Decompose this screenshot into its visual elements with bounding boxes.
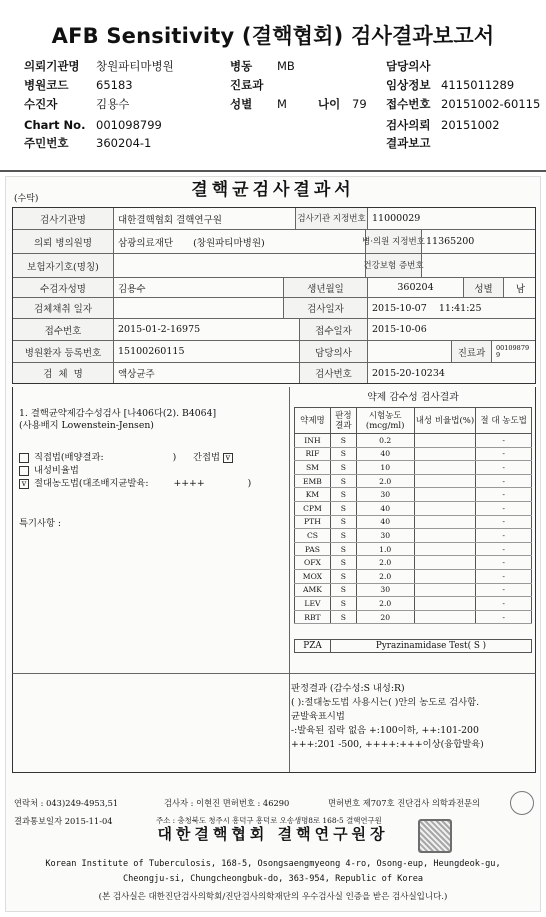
label-receipt-no: 접수번호 [13,319,113,340]
cell-drug-name: PAS [295,542,331,556]
grid-row-insurance [13,254,535,278]
label-test-date: 검사일자 [283,298,367,318]
cell-judgement: S [330,434,356,448]
label-institution-code: 검사기관 지정번호 [295,208,367,229]
cell-ratio-method [414,597,476,611]
header-value-institution: 창원파티마병원 [96,59,174,73]
cell-judgement: S [330,515,356,529]
cell-ratio-method [414,556,476,570]
pza-label: PZA [295,640,331,652]
col-header-absolute: 절 대 농도법 [476,408,532,434]
examiner-info: 검사자 : 이현진 면허번호 : 46290 [164,798,290,808]
header-label-clinical: 임상정보 [386,78,431,92]
table-row [295,501,532,515]
cell-drug-name: OFX [295,556,331,570]
absolute-method-checkbox[interactable]: v [19,479,29,489]
judgement-line-3: 균발육표시법 [291,711,345,722]
ratio-method: 내성비율법 [19,462,79,476]
header-row-institution: 의뢰기관명 [24,59,80,73]
cell-concentration: 40 [356,515,414,529]
cell-concentration: 30 [356,529,414,543]
label-insurance-no: 건강보험 증번호 [365,254,421,277]
table-row [295,515,532,529]
label-institution: 검사기관명 [13,208,113,229]
header-row-chart-no: Chart No. [24,118,86,132]
header-value-chart-no: 001098799 [96,118,162,132]
specialist-seal [510,791,534,815]
results-title: 약제 감수성 검사결과 [367,392,459,403]
label-hospital: 의뢰 병의원명 [13,230,113,253]
indirect-method-checkbox[interactable]: v [223,453,233,463]
table-row [295,597,532,611]
cell-drug-name: CS [295,529,331,543]
value-registration: 15100260115 [113,341,299,362]
cell-absolute-method: - [476,556,532,570]
method-line-2: (사용배지 Lowenstein-Jensen) [19,420,154,431]
header-value-receipt: 20151002-60115 [441,97,541,111]
special-notes-label: 특기사항 : [19,518,62,529]
label-hospital-code: 병·의원 지정번호 [365,230,421,253]
address-line-2: Cheongju-si, Chungcheongbuk-do, 363-954, Republic of Korea [122,874,424,884]
header-value-age: 79 [352,97,367,111]
judgement-line-2: ( ):절대농도법 사용시는( )안의 농도로 검사함. [291,697,480,708]
value-dept: 001098799 [491,341,537,362]
table-row [295,610,532,624]
cell-judgement: S [330,501,356,515]
judgement-line-4: -:발육된 집락 없음 +:100이하, ++:101-200 [291,725,479,736]
cell-judgement: S [330,529,356,543]
header-value-sex: M [277,97,287,111]
cell-absolute-method: - [476,610,532,624]
cell-absolute-method: - [476,583,532,597]
header-value-ward: MB [277,59,295,73]
table-row [295,529,532,543]
cell-judgement: S [330,461,356,475]
cell-ratio-method [414,461,476,475]
table-row [295,434,532,448]
label-doctor: 담당의사 [299,341,367,362]
value-hospital: 삼광의료재단 (창원파티마병원) [113,230,365,253]
cell-ratio-method [414,569,476,583]
header-value-request: 20151002 [441,118,500,132]
table-row [295,542,532,556]
cell-ratio-method [414,434,476,448]
cell-ratio-method [414,488,476,502]
label-test-no: 검사번호 [299,363,367,383]
value-insurance [113,254,365,277]
value-patient: 김용수 [113,278,283,297]
cell-absolute-method: - [476,488,532,502]
cell-drug-name: INH [295,434,331,448]
cell-judgement: S [330,569,356,583]
cell-absolute-method: - [476,474,532,488]
cell-judgement: S [330,583,356,597]
header-divider [0,170,546,172]
cell-absolute-method: - [476,434,532,448]
col-header-concentration: 시험농도 (mcg/ml) [356,408,414,434]
absolute-method: v 절대농도법(대조배지균발육: ++++ ) [19,475,251,489]
header-label-request: 검사의뢰 [386,118,431,132]
table-header-row [295,408,532,434]
grid-row-specimen [13,363,535,383]
header-label-report: 결과보고 [386,136,431,150]
label-specimen: 검 체 명 [13,363,113,383]
label-patient: 수검자성명 [13,278,113,297]
col-header-ratio: 내성 비율법(%) [414,408,476,434]
col-header-drug: 약제명 [295,408,331,434]
cell-drug-name: LEV [295,597,331,611]
korean-address: 주소 : 충청북도 청주시 흥덕구 흥덕로 오송생명8로 168-5 결핵연구원 [156,816,382,825]
header-value-hospital-code: 65183 [96,78,133,92]
cell-concentration: 20 [356,610,414,624]
cell-drug-name: KM [295,488,331,502]
cell-concentration: 40 [356,501,414,515]
cell-concentration: 1.0 [356,542,414,556]
grid-row-registration [13,341,535,363]
grid-row-receipt [13,319,535,341]
indirect-method: 간접법 v [193,449,235,463]
value-dob: 360204 [367,278,463,297]
direct-method: 직접법(배양결과: ) [19,449,176,463]
table-body [295,434,532,624]
ratio-method-checkbox[interactable] [19,466,29,476]
cell-drug-name: RBT [295,610,331,624]
header-label-ward: 병동 [230,59,253,73]
label-insurance: 보험자기호(명칭) [13,254,113,277]
pza-row [294,639,532,653]
cell-concentration: 2.0 [356,569,414,583]
label-receipt-date: 접수일자 [299,319,367,340]
cell-ratio-method [414,501,476,515]
consignment-tag: (수탁) [14,194,39,204]
value-test-no: 2015-20-10234 [367,363,537,383]
cell-concentration: 2.0 [356,597,414,611]
pza-value: Pyrazinamidase Test( S ) [375,641,487,651]
value-specimen: 액상균주 [113,363,299,383]
header-value-clinical: 4115011289 [441,78,515,92]
judgement-line-5: +++:201 -500, ++++:+++이상(융합발육) [291,739,484,750]
cell-concentration: 2.0 [356,556,414,570]
cell-ratio-method [414,583,476,597]
cell-ratio-method [414,474,476,488]
contact-phone: 연락처 : 043)249-4953,51 [14,798,119,808]
cell-ratio-method [414,447,476,461]
header-label-doctor: 담당의사 [386,59,431,73]
cell-concentration: 10 [356,461,414,475]
official-seal [418,819,452,853]
cell-drug-name: SM [295,461,331,475]
cell-judgement: S [330,597,356,611]
cell-ratio-method [414,610,476,624]
value-hospital-code: 11365200 [421,230,537,253]
cell-drug-name: CPM [295,501,331,515]
cell-absolute-method: - [476,569,532,583]
specialist-license: 면허번호 제707호 진단검사 의학과전문의 [328,798,480,808]
institute-name: 대한결핵협회 결핵연구원장 [157,825,389,843]
table-row [295,583,532,597]
cell-ratio-method [414,515,476,529]
grid-row-institution [13,208,535,230]
scanned-certificate [5,176,541,912]
direct-method-checkbox[interactable] [19,453,29,463]
cell-concentration: 40 [356,447,414,461]
value-receipt-date: 2015-10-06 [367,319,537,340]
label-collection-date: 검체채취 일자 [13,298,113,318]
table-row [295,461,532,475]
report-title: AFB Sensitivity (결핵협회) 검사결과보고서 [51,24,495,48]
header-row-patient: 수진자 [24,97,58,111]
label-registration: 병원환자 등록번호 [13,341,113,362]
header-label-dept: 진료과 [230,78,264,92]
cell-concentration: 30 [356,583,414,597]
cell-drug-name: MOX [295,569,331,583]
value-institution-code: 11000029 [367,208,537,229]
header-row-hospital-code: 병원코드 [24,78,69,92]
header-value-patient: 김용수 [96,97,130,111]
cell-absolute-method: - [476,529,532,543]
cell-judgement: S [330,610,356,624]
cell-absolute-method: - [476,461,532,475]
info-grid [12,207,536,384]
table-row [295,488,532,502]
cell-drug-name: AMK [295,583,331,597]
cell-ratio-method [414,542,476,556]
cell-judgement: S [330,542,356,556]
header-label-sex: 성별 [230,97,253,111]
grid-row-patient [13,278,535,298]
cell-judgement: S [330,556,356,570]
judgement-notes [12,673,536,773]
value-institution: 대한결핵협회 결핵연구원 [113,208,295,229]
table-row [295,556,532,570]
table-row [295,569,532,583]
cell-absolute-method: - [476,501,532,515]
header-row-resident-no: 주민번호 [24,136,69,150]
cell-concentration: 2.0 [356,474,414,488]
grid-row-hospital [13,230,535,254]
header-value-resident-no: 360204-1 [96,136,152,150]
cell-judgement: S [330,488,356,502]
susceptibility-table [294,407,532,624]
grid-row-collection [13,298,535,319]
cell-absolute-method: - [476,515,532,529]
cell-drug-name: RIF [295,447,331,461]
value-test-date: 2015-10-07 11:41:25 [367,298,537,318]
header-label-receipt: 접수번호 [386,97,431,111]
cell-drug-name: PTH [295,515,331,529]
cell-absolute-method: - [476,542,532,556]
cell-absolute-method: - [476,447,532,461]
judgement-line-1: 판정결과 (감수성:S 내성:R) [291,683,405,694]
value-receipt-no: 2015-01-2-16975 [113,319,299,340]
value-insurance-no [421,254,537,277]
address-line-1: Korean Institute of Tuberculosis, 168-5, Osongsaengmyeong 4-ro, Osong-eup, Heungdeok-gu, [45,859,501,869]
cell-judgement: S [330,474,356,488]
table-row [295,474,532,488]
label-dept: 진료과 [451,341,491,362]
cell-concentration: 30 [356,488,414,502]
header-label-age: 나이 [318,97,341,111]
method-line-1: 1. 결핵균약제감수성검사 [나406다(2). B4064] [19,408,217,419]
table-row [295,447,532,461]
cell-ratio-method [414,529,476,543]
report-date: 결과통보일자 2015-11-04 [14,816,113,826]
value-sex: 남 [503,278,537,297]
value-collection-date [113,298,283,318]
certification-note: (본 검사실은 대한진단검사의학회/진단검사의학재단의 우수검사실 인증을 받은 검사실입니다.) [98,892,448,902]
cell-absolute-method: - [476,597,532,611]
cell-drug-name: EMB [295,474,331,488]
col-header-result: 판정 결과 [330,408,356,434]
certificate-title: 결핵균검사결과서 [191,180,355,200]
value-doctor [367,341,451,362]
cell-concentration: 0.2 [356,434,414,448]
label-sex: 성별 [463,278,503,297]
label-dob: 생년월일 [283,278,367,297]
cell-judgement: S [330,447,356,461]
